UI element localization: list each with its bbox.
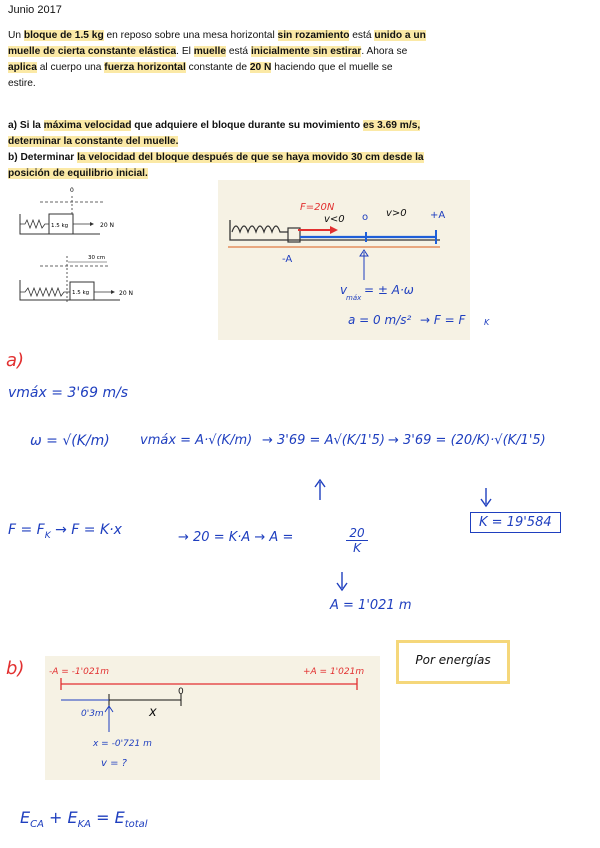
sketch-implies: → F = F [420,313,466,327]
diagram-zero-label: 0 [70,187,74,194]
sketch-vmax-sub: máx [346,294,362,302]
problem-statement [8,28,448,92]
diagram-force-label: 20 N [119,290,134,297]
eq1-mid: → 3'69 = A√(K/1'5) [262,433,385,448]
sketch-vneg-label: v<0 [324,214,345,225]
sketch-vpos-label: v>0 [386,208,407,219]
page-title: Junio 2017 [8,4,62,16]
diagram-top [20,187,114,234]
eq2-lhs: $F = F_K \to F = K\cdot x$ [8,522,122,541]
eq1-rhs: → 3'69 = (20/K)·√(K/1'5) [388,433,546,448]
arrow-down-icon [476,486,496,508]
sketch-force-label: F=20N [300,202,335,213]
eq2-c: → 20 = K·A → A = [178,530,294,545]
questions [8,118,448,182]
diagram-block-label: 1.5 kg [51,223,69,229]
statement-line-1: Un bloque de 1.5 kg en reposo sobre una mesa horizontal sin rozamiento está unido a un [8,30,426,41]
statement-line-2: muelle de cierta constante elástica. El muelle está inicialmente sin estirar. Ahora se [8,46,408,57]
k-result-box: K = 19'584 [470,512,561,533]
diagram-bottom [20,255,133,302]
sketch-minus-a: -A [282,254,293,265]
b-distance: 0'3m [81,709,104,719]
b-zero: 0 [178,687,184,697]
energy-equation: $E_{CA} + E_{KA} = E_{total}$ [20,808,148,831]
sketch-plus-a: +A [430,210,446,221]
energy-note-box [396,640,510,684]
question-b-line-2: posición de equilibrio inicial. [8,168,148,179]
b-minus-a: -A = -1'021m [49,667,110,677]
given-vmax: vmáx = 3'69 m/s [8,385,129,401]
sketch-vmax: v [340,283,348,297]
question-a-line-1: a) Si la máxima velocidad que adquiere el bloque durante su movimiento es 3.69 m/s, [8,120,421,131]
sketch-accel: a = 0 m/s² [348,313,412,327]
b-velocity-question: v = ? [101,758,127,769]
diagram-distance-label: 30 cm [88,255,106,261]
sketch-vmax-rhs: = ± A·ω [364,283,414,297]
sketch-spring-motion [218,180,470,340]
omega-formula: ω = √(K/m) [30,433,110,449]
statement-line-3: aplica al cuerpo una fuerza horizontal constante de 20 N haciendo que el muelle se [8,62,393,73]
arrow-down-icon [332,570,352,592]
statement-line-4: estire. [8,78,36,89]
energy-note: Por energías [415,653,491,667]
question-a-line-2: determinar la constante del muelle. [8,136,179,147]
eq1-lhs: vmáx = A·√(K/m) [140,433,253,448]
sketch-zero-label: o [362,212,369,223]
solution-a-label: a) [6,350,25,371]
diagram-block-label: 1.5 kg [72,290,90,296]
spring-block-diagrams [10,186,170,311]
sketch-energy-position [45,656,380,780]
fraction-20-over-k: 20 K [346,526,368,555]
b-x-label: x [149,705,157,720]
diagram-force-label: 20 N [100,222,115,229]
a-result: A = 1'021 m [330,598,412,613]
solution-b-label: b) [6,658,25,679]
b-position: x = -0'721 m [93,739,152,749]
arrow-up-icon [310,478,330,502]
question-b-line-1: b) Determinar la velocidad del bloque después de que se haya movido 30 cm desde la [8,152,424,163]
b-plus-a: +A = 1'021m [303,667,365,677]
sketch-implies-sub-text: K [484,318,490,327]
